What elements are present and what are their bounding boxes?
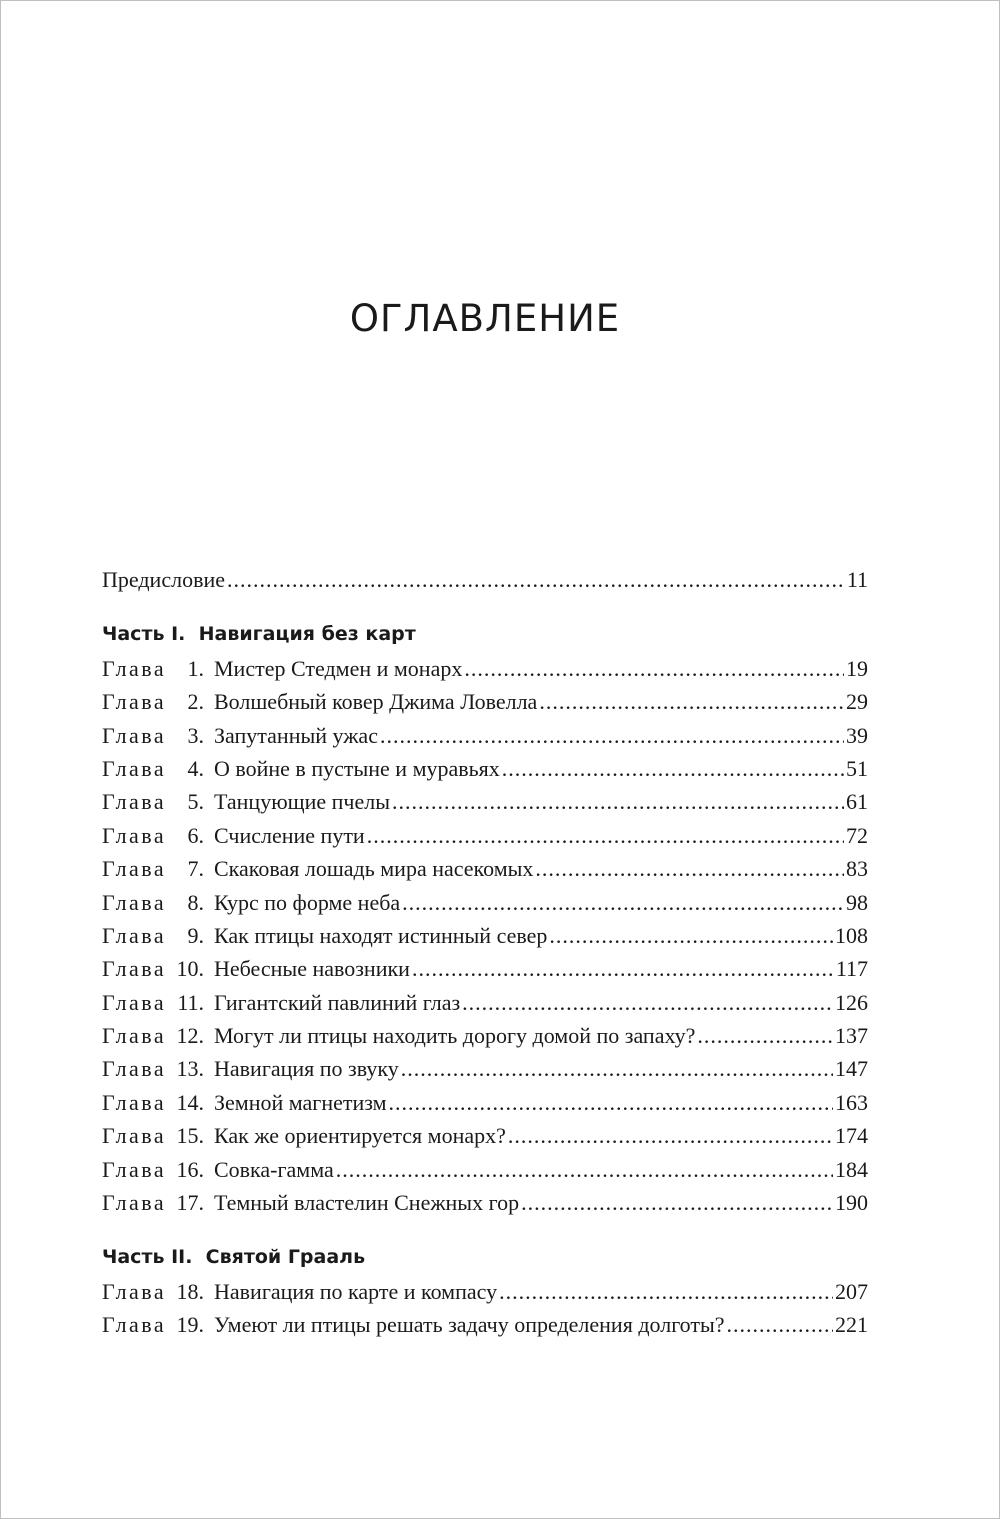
chapter-label: Глава <box>102 922 167 948</box>
toc-entry-page: 98 <box>846 889 868 915</box>
toc-entry-page: 108 <box>835 922 868 948</box>
dot-leader <box>389 1086 833 1119</box>
dot-leader <box>535 852 844 885</box>
chapter-number: 13. <box>176 1056 204 1082</box>
toc-entry-page: 117 <box>835 956 868 982</box>
chapter-label: Глава <box>102 755 167 781</box>
toc-entry-page: 126 <box>835 989 868 1015</box>
toc-entry-title: Танцующие пчелы <box>214 789 390 815</box>
table-of-contents <box>102 563 868 1342</box>
chapter-number: 5. <box>187 789 204 815</box>
chapter-number: 6. <box>187 822 204 848</box>
toc-entry-chapter[interactable] <box>102 1019 868 1052</box>
toc-entry-chapter[interactable] <box>102 752 868 785</box>
toc-entry-chapter[interactable] <box>102 986 868 1019</box>
dot-leader <box>412 952 834 985</box>
toc-entry-title: Умеют ли птицы решать задачу определения долготы? <box>214 1312 725 1338</box>
chapter-label: Глава <box>102 1156 167 1182</box>
toc-entry-page: 174 <box>835 1123 868 1149</box>
toc-entry-page: 163 <box>835 1089 868 1115</box>
chapter-number: 14. <box>176 1089 204 1115</box>
dot-leader <box>727 1308 833 1341</box>
chapter-label: Глава <box>102 689 167 715</box>
chapter-label: Глава <box>102 1312 167 1338</box>
toc-entry-page: 137 <box>835 1023 868 1049</box>
toc-entry-chapter[interactable] <box>102 919 868 952</box>
chapter-number: 7. <box>187 856 204 882</box>
dot-leader <box>402 886 844 919</box>
toc-entry-preface[interactable] <box>102 563 868 596</box>
toc-entry-chapter[interactable] <box>102 886 868 919</box>
toc-entry-chapter[interactable] <box>102 719 868 752</box>
chapter-number: 17. <box>176 1190 204 1216</box>
toc-entry-chapter[interactable] <box>102 852 868 885</box>
toc-entry-chapter[interactable] <box>102 819 868 852</box>
chapter-number: 19. <box>176 1312 204 1338</box>
chapter-number: 18. <box>176 1278 204 1304</box>
toc-entry-title: Курс по форме неба <box>214 889 401 915</box>
part-heading: Часть I. Навигация без карт <box>102 623 416 646</box>
toc-entry-title: Мистер Стедмен и монарх <box>214 655 463 681</box>
toc-entry-chapter[interactable] <box>102 952 868 985</box>
chapter-number: 3. <box>187 722 204 748</box>
toc-entry-page: 83 <box>846 856 868 882</box>
section-spacer <box>102 596 868 618</box>
toc-entry-page: 11 <box>846 567 868 592</box>
toc-entry-title: О войне в пустыне и муравьях <box>214 755 500 781</box>
toc-entry-title: Навигация по карте и компасу <box>214 1278 498 1304</box>
chapter-label: Глава <box>102 1023 167 1049</box>
page-title: ОГЛАВЛЕНИЕ <box>349 296 621 340</box>
dot-leader <box>227 563 845 596</box>
toc-entry-page: 39 <box>846 722 868 748</box>
toc-entry-chapter[interactable] <box>102 1119 868 1152</box>
chapter-label: Глава <box>102 1056 167 1082</box>
chapter-label: Глава <box>102 722 167 748</box>
chapter-label: Глава <box>102 956 167 982</box>
toc-entry-chapter[interactable] <box>102 1186 868 1219</box>
chapter-number: 8. <box>187 889 204 915</box>
toc-entry-chapter[interactable] <box>102 1052 868 1085</box>
chapter-label: Глава <box>102 1123 167 1149</box>
dot-leader <box>462 986 833 1019</box>
dot-leader <box>508 1119 833 1152</box>
dot-leader <box>549 919 833 952</box>
dot-leader <box>380 719 844 752</box>
toc-entry-title: Счисление пути <box>214 822 365 848</box>
toc-entry-title: Совка-гамма <box>214 1156 334 1182</box>
dot-leader <box>539 685 844 718</box>
chapter-label: Глава <box>102 889 167 915</box>
toc-entry-page: 221 <box>835 1312 868 1338</box>
toc-entry-chapter[interactable] <box>102 1308 868 1341</box>
chapter-label: Глава <box>102 1089 167 1115</box>
dot-leader <box>697 1019 833 1052</box>
chapter-label: Глава <box>102 1190 167 1216</box>
toc-entry-title: Запутанный ужас <box>214 722 378 748</box>
toc-entry-page: 51 <box>846 755 868 781</box>
dot-leader <box>464 652 844 685</box>
chapter-number: 15. <box>176 1123 204 1149</box>
toc-entry-title: Как птицы находят истинный север <box>214 922 548 948</box>
toc-entry-title: Волшебный ковер Джима Ловелла <box>214 689 538 715</box>
toc-entry-chapter[interactable] <box>102 685 868 718</box>
dot-leader <box>392 785 844 818</box>
dot-leader <box>499 1275 833 1308</box>
chapter-label: Глава <box>102 856 167 882</box>
chapter-label: Глава <box>102 1278 167 1304</box>
chapter-label: Глава <box>102 822 167 848</box>
toc-entry-title: Как же ориентируется монарх? <box>214 1123 506 1149</box>
toc-entry-title: Предисловие <box>102 567 225 592</box>
toc-entry-title: Земной магнетизм <box>214 1089 387 1115</box>
chapter-number: 4. <box>187 755 204 781</box>
chapter-label: Глава <box>102 655 167 681</box>
chapter-number: 12. <box>176 1023 204 1049</box>
dot-leader <box>401 1052 833 1085</box>
toc-entry-title: Темный властелин Снежных гор <box>214 1190 520 1216</box>
dot-leader <box>502 752 844 785</box>
toc-entry-page: 19 <box>846 655 868 681</box>
chapter-number: 10. <box>176 956 204 982</box>
toc-entry-chapter[interactable] <box>102 652 868 685</box>
toc-entry-page: 72 <box>846 822 868 848</box>
chapter-number: 1. <box>187 655 204 681</box>
dot-leader <box>521 1186 833 1219</box>
toc-entry-title: Могут ли птицы находить дорогу домой по запаху? <box>214 1023 696 1049</box>
toc-entry-chapter[interactable] <box>102 1086 868 1119</box>
toc-entry-title: Гигантский павлиний глаз <box>214 989 461 1015</box>
dot-leader <box>367 819 844 852</box>
toc-entry-chapter[interactable] <box>102 785 868 818</box>
toc-entry-page: 207 <box>835 1278 868 1304</box>
section-spacer <box>102 1219 868 1241</box>
chapter-label: Глава <box>102 989 167 1015</box>
toc-entry-title: Небесные навозники <box>214 956 410 982</box>
chapter-number: 9. <box>187 922 204 948</box>
toc-entry-page: 29 <box>846 689 868 715</box>
dot-leader <box>336 1153 833 1186</box>
part-heading: Часть II. Святой Грааль <box>102 1246 366 1269</box>
chapter-number: 16. <box>176 1156 204 1182</box>
toc-entry-title: Скаковая лошадь мира насекомых <box>214 856 534 882</box>
toc-entry-page: 61 <box>846 789 868 815</box>
chapter-label: Глава <box>102 789 167 815</box>
chapter-number: 2. <box>187 689 204 715</box>
chapter-number: 11. <box>177 989 204 1015</box>
toc-entry-title: Навигация по звуку <box>214 1056 399 1082</box>
toc-entry-page: 190 <box>835 1190 868 1216</box>
toc-entry-chapter[interactable] <box>102 1153 868 1186</box>
toc-entry-chapter[interactable] <box>102 1275 868 1308</box>
toc-entry-page: 147 <box>835 1056 868 1082</box>
toc-entry-page: 184 <box>835 1156 868 1182</box>
